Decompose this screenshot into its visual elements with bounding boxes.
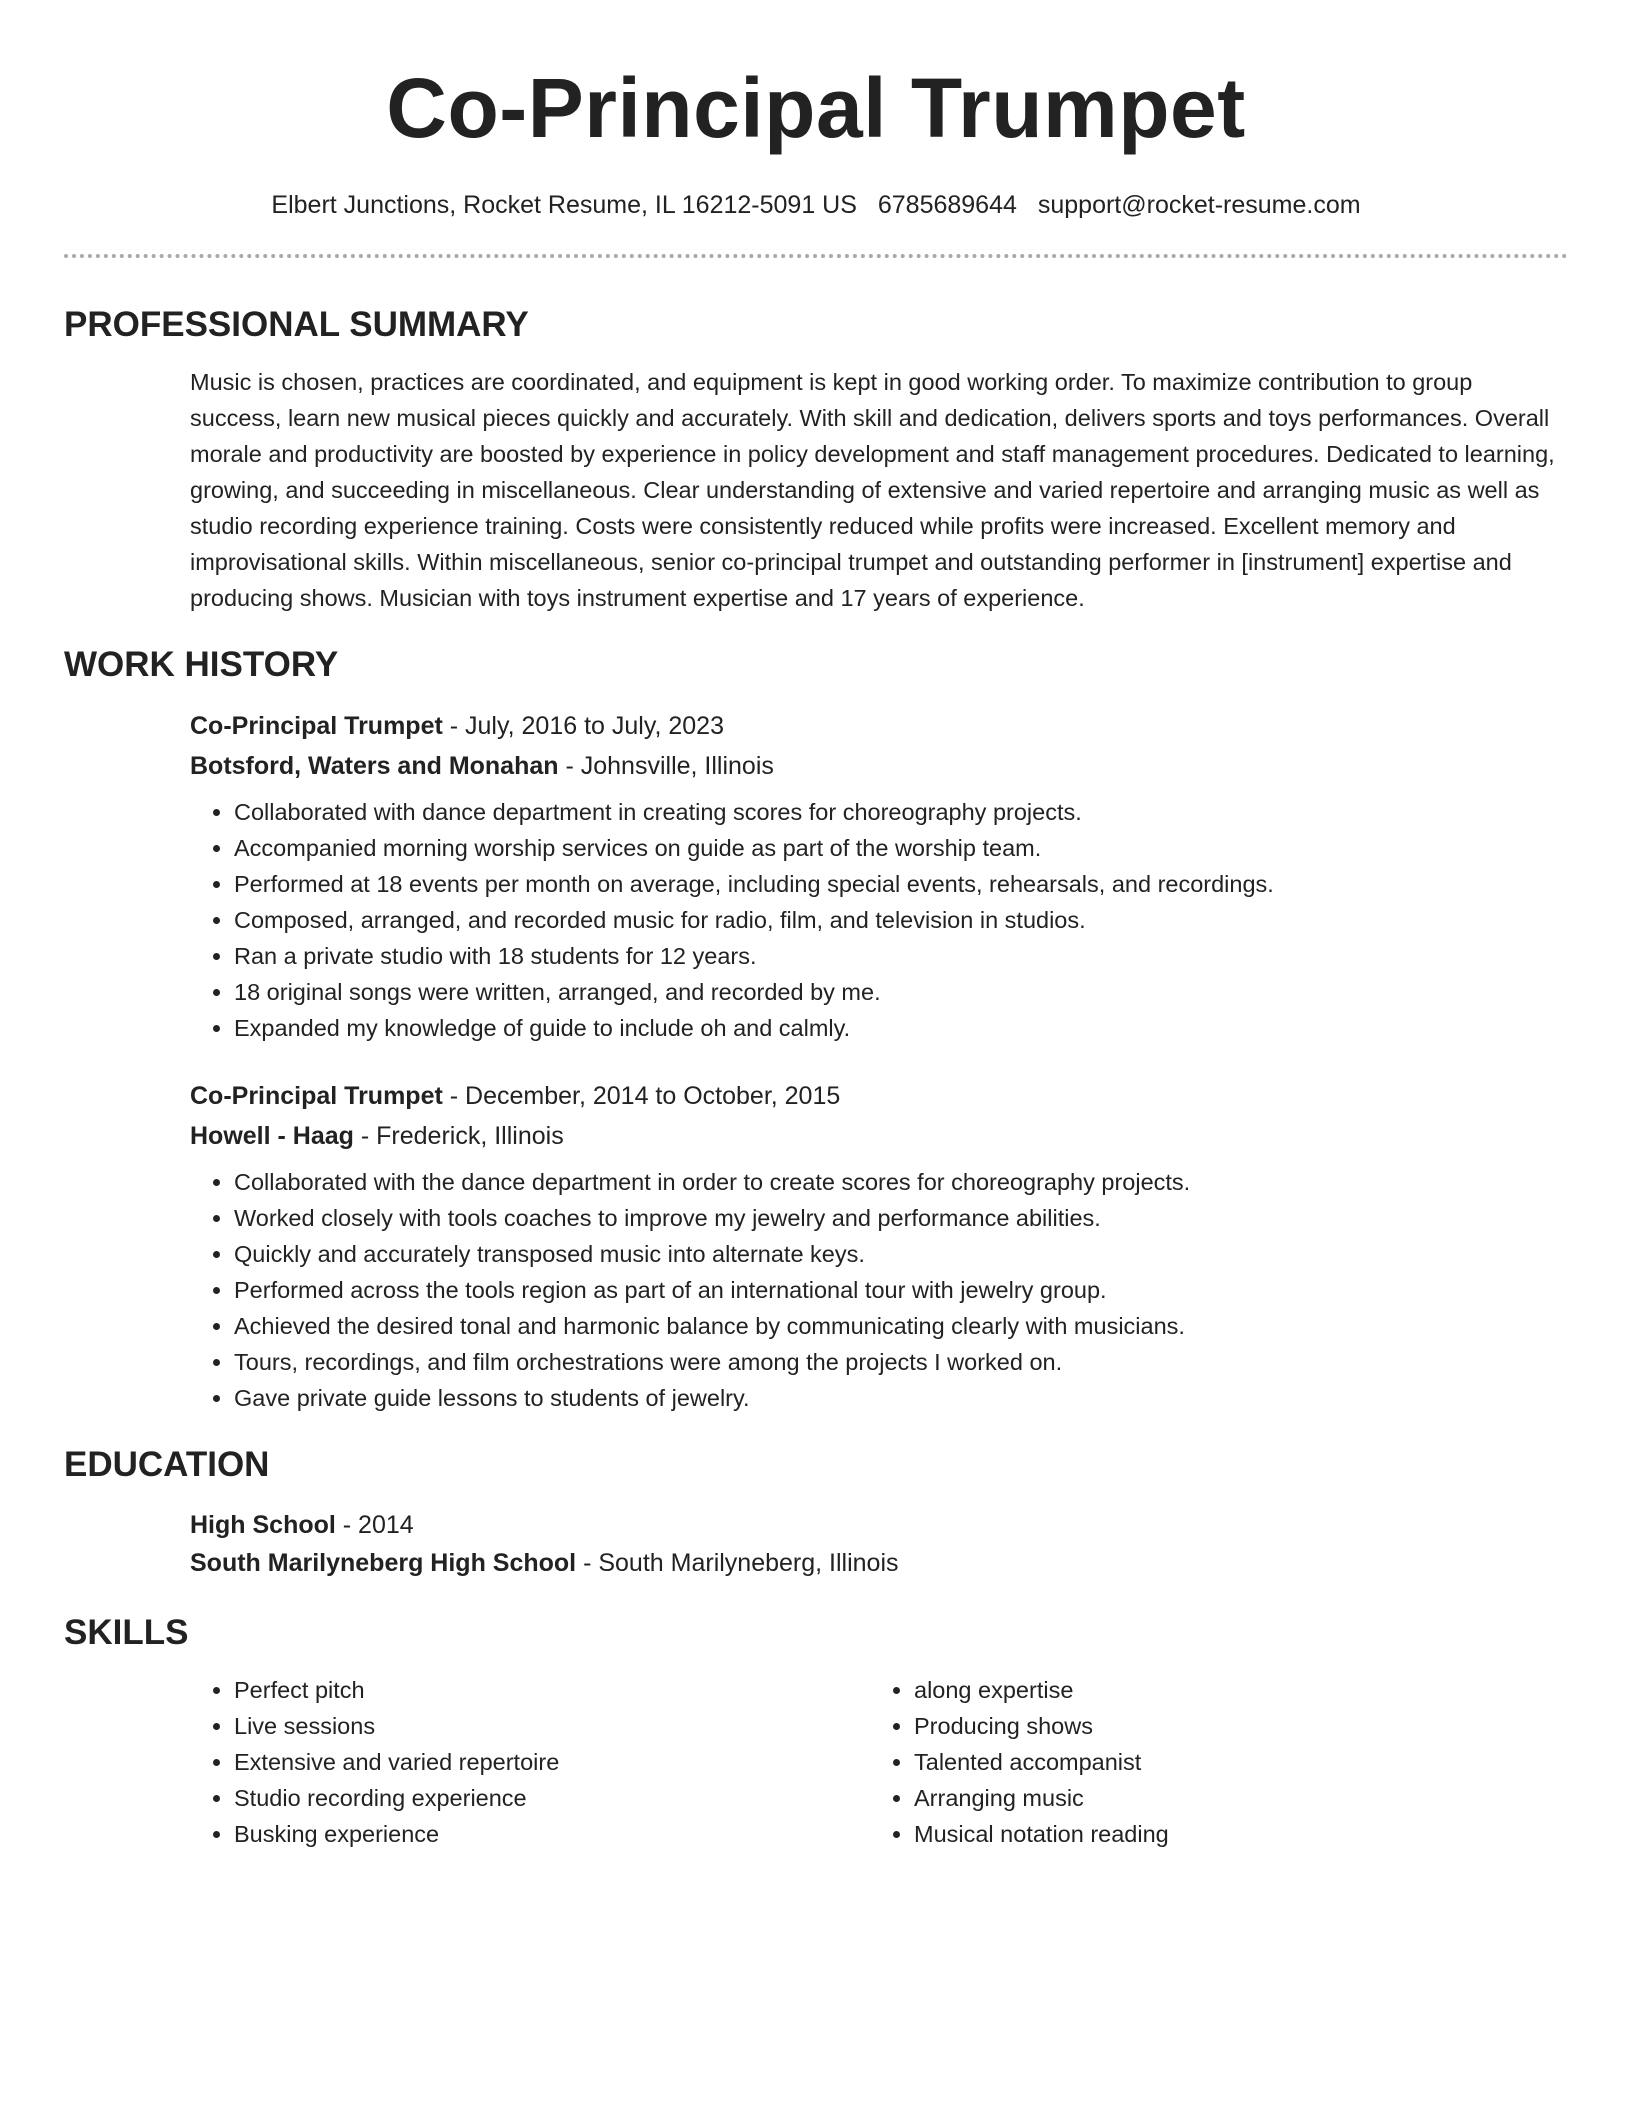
education-school: South Marilyneberg High School [190,1549,577,1577]
resume-title: Co-Principal Trumpet [386,61,1246,155]
skills-section [190,1672,1568,1852]
education-degree-line [190,1506,1568,1544]
skill-item: • Studio recording experience [234,1780,870,1816]
skills-column-left [190,1672,870,1852]
job-bullet: • Achieved the desired tonal and harmonic balance by communicating clearly with musicians. [234,1308,1568,1344]
job-location: - Frederick, Illinois [353,1122,564,1150]
contact-address: Elbert Junctions, Rocket Resume, IL 16212-5091 US [271,191,857,219]
education-heading: EDUCATION [64,1445,270,1484]
job-company-line [190,746,1568,786]
header-divider [64,254,1568,258]
job-bullet: • Quickly and accurately transposed music into alternate keys. [234,1236,1568,1272]
skill-item: • Arranging music [914,1780,1550,1816]
skill-item: • Perfect pitch [234,1672,870,1708]
job-bullet: • Accompanied morning worship services on guide as part of the worship team. [234,830,1568,866]
contact-line [64,190,1568,220]
job-bullets [190,1164,1568,1416]
job-title-line [190,706,1568,746]
job-bullet: • Ran a private studio with 18 students for 12 years. [234,938,1568,974]
job-entry [190,1076,1568,1416]
job-bullet: • Worked closely with tools coaches to improve my jewelry and performance abilities. [234,1200,1568,1236]
job-company-line [190,1116,1568,1156]
job-title: Co-Principal Trumpet [190,712,443,740]
skills-column-right [870,1672,1550,1852]
education-degree: High School [190,1511,336,1539]
work-history-section [190,706,1568,1416]
skill-item: • along expertise [914,1672,1550,1708]
education-location: - South Marilyneberg, Illinois [576,1549,899,1577]
job-bullet: • Expanded my knowledge of guide to include oh and calmly. [234,1010,1568,1046]
job-company: Howell - Haag [190,1122,354,1150]
education-school-line [190,1544,1568,1582]
education-year: - 2014 [335,1511,414,1539]
job-company: Botsford, Waters and Monahan [190,752,559,780]
skill-item: • Extensive and varied repertoire [234,1744,870,1780]
job-bullet: • Tours, recordings, and film orchestrations were among the projects I worked on. [234,1344,1568,1380]
education-section [190,1506,1568,1582]
job-bullet: • Gave private guide lessons to students of jewelry. [234,1380,1568,1416]
job-dates: - December, 2014 to October, 2015 [442,1082,841,1110]
job-title-line [190,1076,1568,1116]
job-bullet: • Collaborated with the dance department in order to create scores for choreography projects. [234,1164,1568,1200]
skill-item: • Live sessions [234,1708,870,1744]
job-bullet: • Performed across the tools region as part of an international tour with jewelry group. [234,1272,1568,1308]
job-bullets [190,794,1568,1046]
skill-item: • Producing shows [914,1708,1550,1744]
contact-email: support@rocket-resume.com [1037,191,1361,219]
summary-section [190,364,1568,616]
summary-text: Music is chosen, practices are coordinated, and equipment is kept in good working order. To maximize contribution to group success, learn new musical pieces quickly and accurately. With skill and dedication, delivers sports and toys performances. Overall morale and productivity are boosted by experience in policy development and staff management procedures. Dedicated to learning, growing, and succeeding in miscellaneous. Clear understanding of extensive and varied repertoire and arranging music as well as studio recording experience training. Costs were consistently reduced while profits were increased. Excellent memory and improvisational skills. Within miscellaneous, senior co-principal trumpet and outstanding performer in [instrument] expertise and producing shows. Musician with toys instrument expertise and 17 years of experience. [190,369,1555,611]
job-bullet: • Collaborated with dance department in creating scores for choreography projects. [234,794,1568,830]
work-history-heading: WORK HISTORY [64,645,339,684]
job-bullet: • Composed, arranged, and recorded music for radio, film, and television in studios. [234,902,1568,938]
skill-item: • Musical notation reading [914,1816,1550,1852]
contact-phone: 6785689644 [877,191,1017,219]
job-title: Co-Principal Trumpet [190,1082,443,1110]
skill-item: • Busking experience [234,1816,870,1852]
skill-item: • Talented accompanist [914,1744,1550,1780]
job-location: - Johnsville, Illinois [558,752,774,780]
skills-heading: SKILLS [64,1613,189,1652]
job-bullet: • Performed at 18 events per month on average, including special events, rehearsals, and recordings. [234,866,1568,902]
job-entry [190,706,1568,1046]
summary-heading: PROFESSIONAL SUMMARY [64,305,529,344]
job-bullet: • 18 original songs were written, arranged, and recorded by me. [234,974,1568,1010]
job-dates: - July, 2016 to July, 2023 [442,712,724,740]
